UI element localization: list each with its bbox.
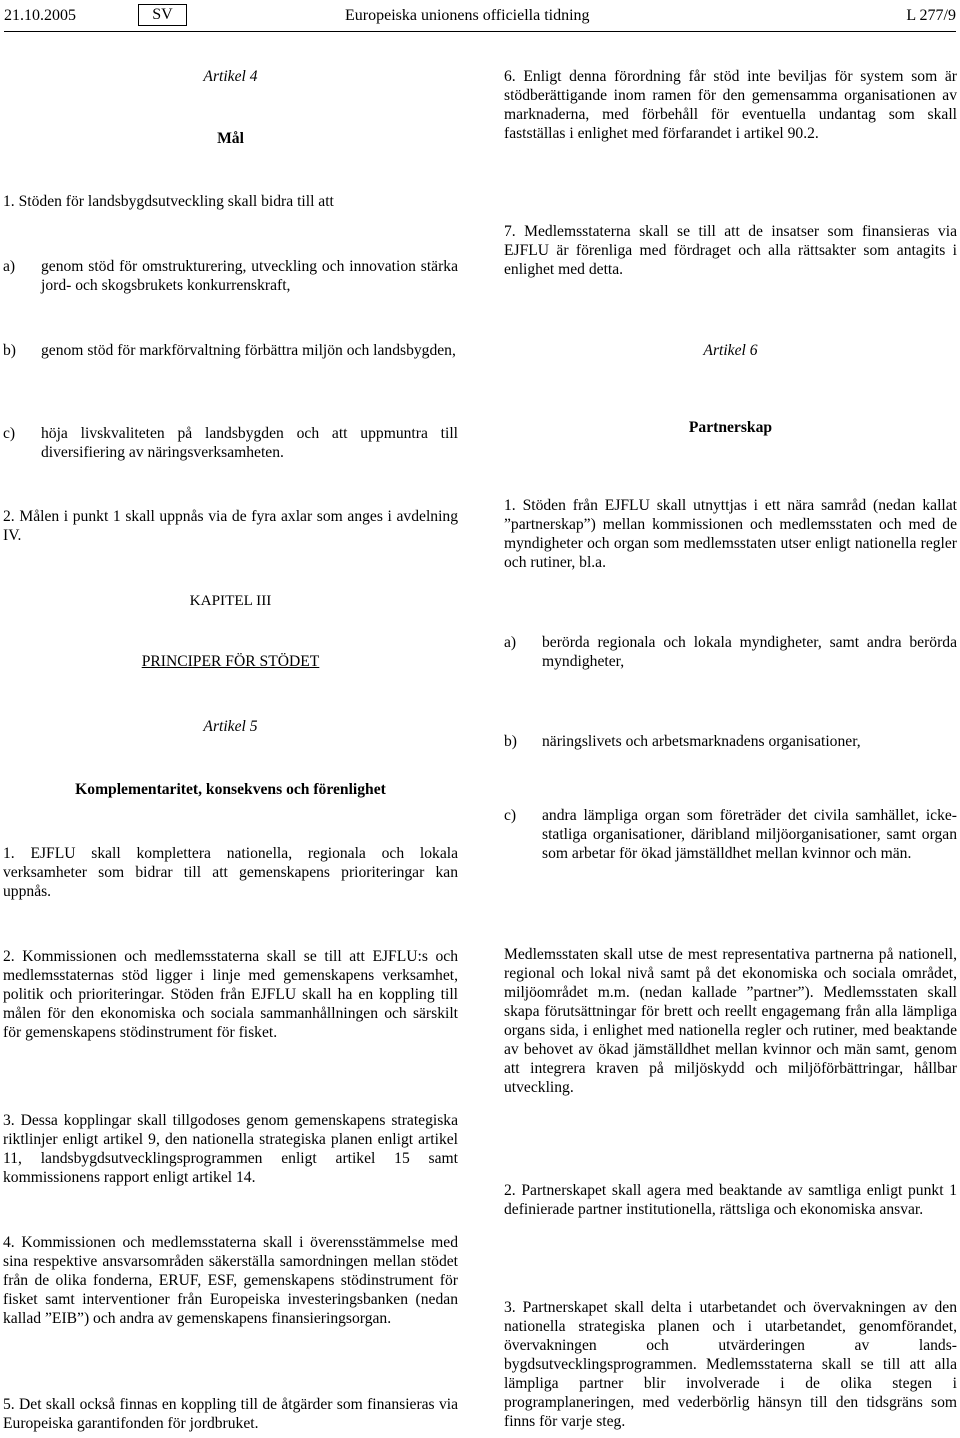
chapter-label: KAPITEL III xyxy=(189,592,272,609)
article-5-paragraph-7: 7. Medlemsstaterna skall se till att de insatser som finansieras via EJFLU är förenliga med fördraget och alla rättsakter som antagits i enlighet med detta. xyxy=(504,223,957,278)
article-5-paragraph-1: 1. EJFLU skall komplettera nationella, regionala och lokala verksamheter som bidrar till att gemenskapens prioriteringar kan uppnås. xyxy=(3,845,458,900)
page-header xyxy=(4,4,956,26)
article-5-title: Komplementaritet, konsekvens och förenlighet xyxy=(75,781,386,798)
header-rule xyxy=(4,31,956,32)
article-5-paragraph-5: 5. Det skall också finnas en koppling till de åtgärder som finansieras via Europeiska garantifonden för jordbruket. xyxy=(3,1396,458,1432)
article-6-item-b xyxy=(504,732,957,751)
article-5-paragraph-3: 3. Dessa kopplingar skall tillgodoses genom gemenskapens strategiska riktlinjer enligt artikel 9, den nationella strategiska planen enligt artikel 11, landsbygdsutvecklingsprogrammen enligt artikel 15 samt kommissionens rapport enligt artikel 14. xyxy=(3,1112,458,1186)
article-6-label: Artikel 6 xyxy=(703,342,758,359)
article-4-title: Mål xyxy=(217,130,244,147)
item-label: a) xyxy=(3,258,16,275)
article-6-member-state-paragraph: Medlemsstaten skall utse de mest representativa partnerna på nationell, regional och lokal nivå samt på det ekonomiska och sociala området, miljöområdet m.m. (nedan kallade ”partner”). Medlemsstaten skall skapa förutsättningar för brett och reellt engagemang från alla lämpliga organs sida, i enlighet med nationella regler och rutiner, med beaktande av behovet av ökad jämställdhet mellan kvinnor och män samt, genom att integrera kraven på miljöskydd och miljöförbättringar, hållbar utveckling. xyxy=(504,946,957,1096)
item-text: genom stöd för omstrukturering, utveckling och innovation stärka jord- och skogsbrukets konkurrenskraft, xyxy=(41,258,458,294)
journal-title: Europeiska unionens officiella tidning xyxy=(345,7,590,24)
item-label: b) xyxy=(504,733,517,750)
chapter-title-text: PRINCIPER FÖR STÖDET xyxy=(141,653,320,670)
item-text: genom stöd för markförvaltning förbättra miljön och landsbygden, xyxy=(41,342,456,359)
item-text: näringslivets och arbetsmarknadens organisationer, xyxy=(542,733,861,750)
article-5-paragraph-2: 2. Kommissionen och medlemsstaterna skall se till att EJFLU:s och medlemsstaternas stöd ligger i linje med gemenskapens verksamhet, politik och prioriteringar. Stöden från EJFLU skall ha en koppling till målen för den ekonomiska och sociala sammanhållningen och särskilt för gemenskapens stödinstrument för fisket. xyxy=(3,948,458,1041)
article-6-paragraph-2: 2. Partnerskapet skall agera med beaktande av samtliga enligt punkt 1 definierade partner institutionella, rättsliga och ekonomiska ansvar. xyxy=(504,1182,957,1218)
item-text: andra lämpliga organ som företräder det civila samhället, icke-statliga organisationer, däribland miljöorganisationer, samt organ som arbetar för ökad jämställdhet mellan kvinnor och män. xyxy=(542,807,957,862)
header-date: 21.10.2005 xyxy=(4,7,76,24)
article-4-paragraph-1: 1. Stöden för landsbygdsutveckling skall bidra till att xyxy=(3,193,334,210)
article-4-label: Artikel 4 xyxy=(203,68,258,85)
item-label: b) xyxy=(3,342,16,359)
item-label: c) xyxy=(504,807,517,824)
article-5-label: Artikel 5 xyxy=(203,718,258,735)
article-6-paragraph-1: 1. Stöden från EJFLU skall utnyttjas i ett nära samråd (nedan kallat ”partnerskap”) mellan kommissionen och medlemsstaten och med de myndigheter och organ som medlemsstaten utser enligt nationella regler och rutiner, bl.a. xyxy=(504,497,957,571)
article-6-title: Partnerskap xyxy=(688,419,773,436)
item-text: berörda regionala och lokala myndigheter, samt andra berörda myndigheter, xyxy=(542,634,957,670)
article-6-item-c xyxy=(504,806,957,863)
article-4-item-b xyxy=(3,341,458,360)
article-4-item-a xyxy=(3,257,458,295)
item-label: c) xyxy=(3,425,16,442)
article-5-paragraph-6: 6. Enligt denna förordning får stöd inte beviljas för system som är stödberättigande inom ramen för den gemensamma organisationen av marknaderna, med förbehåll för eventuella undantag som skall fastställas i enlighet med förfarandet i artikel 90.2. xyxy=(504,68,957,142)
item-text: höja livskvaliteten på landsbygden och att uppmuntra till diversifiering av näringsverksamheten. xyxy=(41,425,458,461)
language-code: SV xyxy=(138,4,187,26)
page-number: L 277/9 xyxy=(906,7,956,24)
item-label: a) xyxy=(504,634,517,651)
article-4-item-c xyxy=(3,424,458,462)
article-6-paragraph-3: 3. Partnerskapet skall delta i utarbetandet och övervakningen av den nationella strategiska planen och i utarbetandet, genomförandet, övervakningen och utvärderingen av landsbygdsutvecklingsprogrammen. Medlemsstaterna skall se till att alla lämpliga partner blir involverade i de olika stegen i programplaneringen, med vederbörlig hänsyn till den tidsgräns som finns för varje steg. xyxy=(504,1299,957,1430)
article-6-item-a xyxy=(504,633,957,671)
article-4-paragraph-2: 2. Målen i punkt 1 skall uppnås via de fyra axlar som anges i avdelning IV. xyxy=(3,508,458,544)
chapter-title xyxy=(3,652,458,671)
article-5-paragraph-4: 4. Kommissionen och medlemsstaterna skall i överensstämmelse med sina respektive ansvarsområden säkerställa samordningen mellan stödet från de olika fonderna, ERUF, ESF, gemenskapens stödinstrument för fisket samt interventioner från Europeiska investeringsbanken (nedan kallad ”EIB”) och andra av gemenskapens finansieringsorgan. xyxy=(3,1234,458,1327)
